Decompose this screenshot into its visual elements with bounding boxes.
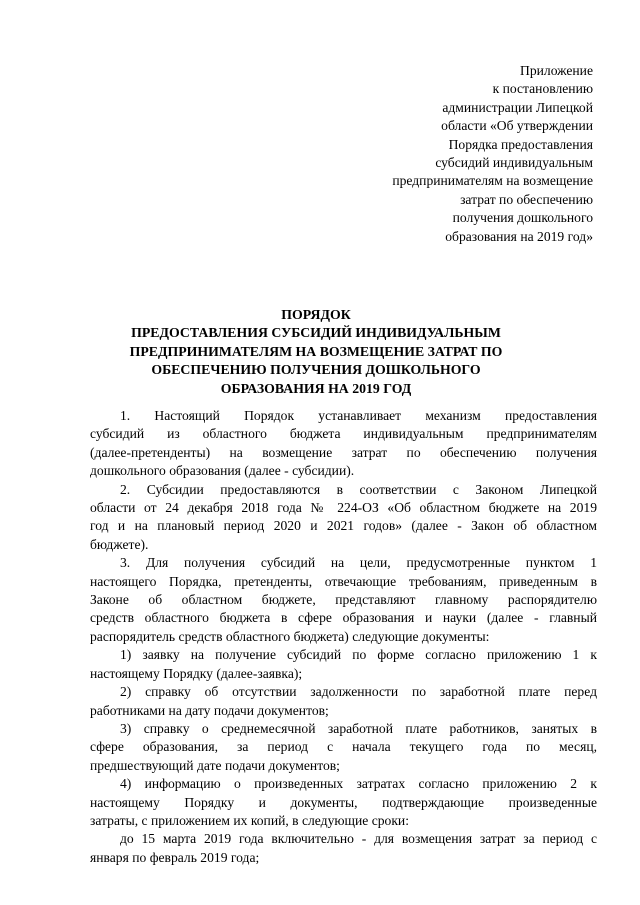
item-3 (90, 720, 597, 775)
appendix-line: получения дошкольного (452, 210, 593, 226)
text-line: субсидий из областного бюджета индивидуальным предпринимателям (90, 426, 597, 442)
document-title (90, 306, 542, 398)
text-line: распорядитель средств областного бюджета) следующие документы: (90, 628, 490, 644)
paragraph-2 (90, 481, 597, 555)
text-line: 1. Настоящий Порядок устанавливает механизм предоставления (120, 408, 597, 423)
paragraph-3 (90, 554, 597, 646)
appendix-line: образования на 2019 год» (445, 228, 593, 244)
appendix-line: Приложение (520, 63, 593, 78)
appendix-line: администрации Липецкой (442, 99, 593, 115)
text-line: затраты, с приложением их копий, в следующие сроки: (90, 812, 409, 828)
appendix-line: субсидий индивидуальным (435, 155, 593, 171)
text-line: 2. Субсидии предоставляются в соответствии с Законом Липецкой (120, 481, 597, 497)
item-2 (90, 683, 597, 720)
text-line: настоящему Порядку и документы, подтверждающие произведенные (90, 794, 597, 810)
text-line: бюджете). (90, 536, 149, 552)
document-body (90, 407, 597, 867)
text-line: дошкольного образования (далее - субсидии). (90, 463, 355, 479)
deadline-march (90, 830, 597, 867)
title-line: ПОРЯДОК (281, 307, 351, 322)
text-line: настоящего Порядка, претенденты, отвечающие требованиям, приведенным в (90, 573, 597, 589)
appendix-line: Порядка предоставления (448, 136, 593, 152)
title-line: ПРЕДПРИНИМАТЕЛЯМ НА ВОЗМЕЩЕНИЕ ЗАТРАТ ПО (129, 343, 503, 359)
text-line: (далее-претенденты) на возмещение затрат по обеспечению получения (90, 444, 597, 460)
text-line: 2) справку об отсутствии задолженности по заработной плате перед (120, 684, 597, 700)
text-line: января по февраль 2019 года; (90, 849, 260, 865)
paragraph-1 (90, 407, 597, 481)
text-line: до 15 марта 2019 года включительно - для возмещения затрат за период с (120, 831, 597, 847)
text-line: средств областного бюджета в сфере образования и науки (далее - главный (90, 610, 597, 626)
appendix-header (353, 62, 593, 246)
title-line: ОБЕСПЕЧЕНИЮ ПОЛУЧЕНИЯ ДОШКОЛЬНОГО (151, 362, 481, 378)
appendix-line: предпринимателям на возмещение (392, 173, 593, 189)
text-line: области от 24 декабря 2018 года № 224-ОЗ «Об областном бюджете на 2019 (90, 500, 597, 516)
text-line: настоящему Порядку (далее-заявка); (90, 665, 303, 681)
text-line: год и на плановый период 2020 и 2021 годов» (далее - Закон об областном (90, 518, 597, 534)
text-line: сфере образования, за период с начала текущего года по месяц, (90, 739, 597, 755)
item-1 (90, 646, 597, 683)
text-line: 4) информацию о произведенных затратах согласно приложению 2 к (120, 776, 597, 792)
appendix-line: к постановлению (492, 81, 593, 97)
text-line: 3) справку о среднемесячной заработной плате работников, занятых в (120, 720, 597, 736)
title-line: ОБРАЗОВАНИЯ НА 2019 ГОД (220, 380, 412, 396)
text-line: 1) заявку на получение субсидий по форме согласно приложению 1 к (120, 647, 597, 663)
text-line: Законе об областном бюджете, представляют главному распорядителю (90, 592, 597, 608)
appendix-line: области «Об утверждении (441, 118, 593, 134)
text-line: работниками на дату подачи документов; (90, 702, 329, 718)
item-4 (90, 775, 597, 830)
title-line: ПРЕДОСТАВЛЕНИЯ СУБСИДИЙ ИНДИВИДУАЛЬНЫМ (131, 325, 501, 341)
text-line: 3. Для получения субсидий на цели, предусмотренные пунктом 1 (120, 555, 597, 571)
appendix-line: затрат по обеспечению (460, 191, 593, 207)
text-line: предшествующий дате подачи документов; (90, 757, 340, 773)
